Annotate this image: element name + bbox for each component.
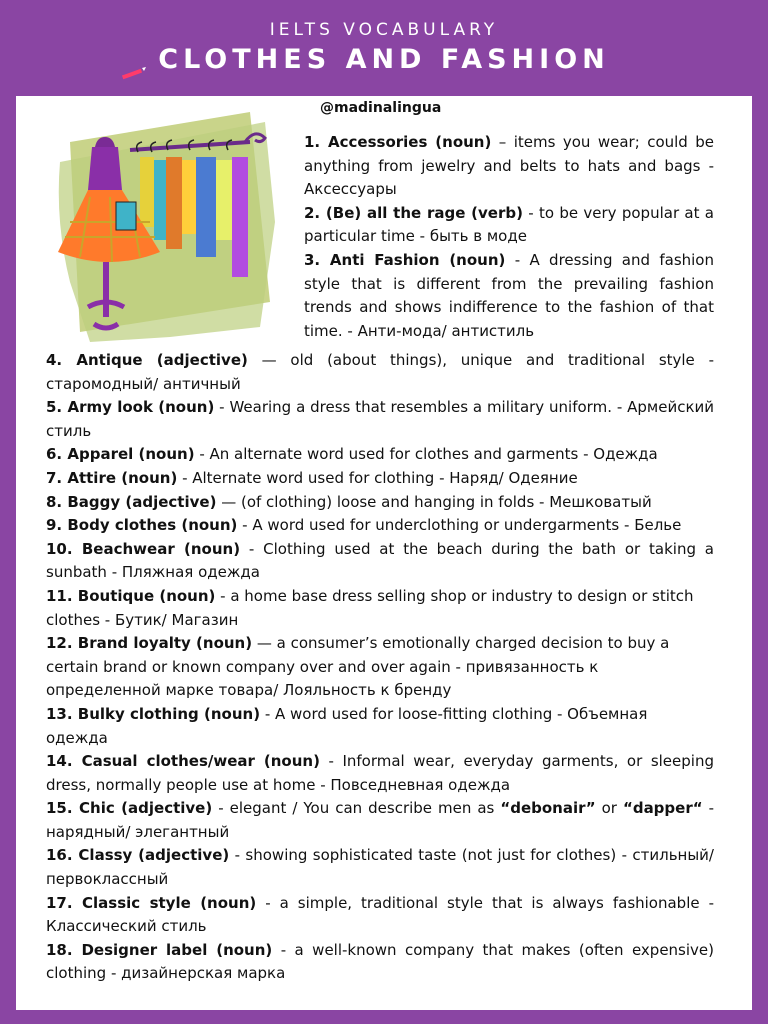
entry-definition: - нарядный/ элегантный [46,799,714,841]
vocab-entry-10 [46,538,714,585]
page-header [0,0,768,96]
entry-term: 14. Casual clothes/wear (noun) [46,752,320,771]
entry-term: 4. Antique (adjective) [46,351,248,369]
entry-term: 15. Chic (adjective) [46,799,213,818]
entry-emphasis: “debonair” [500,799,596,818]
entry-definition: — a consumer’s emotionally charged decision to buy a certain brand or known company over and over again - привязанность к определенной марке товара/ Лояльность к бренду [46,634,670,700]
vocab-entry-12 [46,632,714,703]
entry-term: 8. Baggy (adjective) [46,492,217,511]
vocab-entry-11 [46,585,714,632]
entry-definition: - A dressing and fashion style that is different from the prevailing fashion trends and shows indifference to the fashion of that time. - Анти-мода/ антистиль [304,250,714,340]
entry-definition: - An alternate word used for clothes and garments - Одежда [194,445,658,464]
entry-definition: - Informal wear, everyday garments, or sleeping dress, normally people use at home - Повседневная одежда [46,752,714,794]
vocab-entry-6 [46,443,714,467]
entry-definition: — (of clothing) loose and hanging in folds - Мешковатый [216,492,652,511]
entry-term: 3. Anti Fashion (noun) [304,250,506,269]
vocab-entry-4 [46,349,714,396]
entry-term: 2. (Be) all the rage (verb) [304,203,523,222]
intro-entries [304,131,714,343]
author-handle: @madinalingua [320,100,442,116]
entry-term: 17. Classic style (noun) [46,893,257,912]
header-subtitle: IELTS VOCABULARY [269,20,499,40]
entry-definition: or [595,799,623,818]
clothes-rack-with-mannequin-illustration [50,102,280,346]
entry-definition: – items you wear; could be anything from jewelry and belts to hats and bags - Аксессуары [304,133,715,199]
vocab-entry-1 [304,131,714,202]
entry-term: 7. Attire (noun) [46,468,178,487]
entry-term: 1. Accessories (noun) [304,133,492,151]
entry-definition: - Clothing used at the beach during the bath or taking a sunbath - Пляжная одежда [46,539,714,582]
vocab-entry-8 [46,491,714,515]
header-title: CLOTHES AND FASHION [158,44,610,75]
entry-definition: — old (about things), unique and traditional style - старомодный/ античный [46,351,714,393]
entry-definition: - Wearing a dress that resembles a military uniform. - Армейский стиль [46,398,715,440]
entry-term: 10. Beachwear (noun) [46,539,241,558]
vocab-entry-13 [46,703,714,750]
vocab-entry-3 [304,249,714,343]
entry-definition: - showing sophisticated taste (not just for clothes) - стильный/ первоклассный [46,846,714,889]
entry-term: 5. Army look (noun) [46,398,215,417]
vocab-entry-2 [304,202,714,249]
entry-term: 16. Classy (adjective) [46,846,230,865]
vocab-entry-18 [46,939,714,986]
vocab-entry-7 [46,467,714,491]
entry-definition: - A word used for loose-fitting clothing - Объемная одежда [46,704,648,747]
entry-definition: - a home base dress selling shop or industry to design or stitch clothes - Бутик/ Магазин [46,586,694,629]
entry-term: 11. Boutique (noun) [46,586,216,605]
entry-term: 6. Apparel (noun) [46,445,195,464]
entry-term: 13. Bulky clothing (noun) [46,704,261,723]
entry-definition: - Alternate word used for clothing - Наряд/ Одеяние [177,468,578,487]
entry-definition: - to be very popular at a particular time - быть в моде [304,203,715,246]
entry-emphasis: “dapper“ [622,799,703,818]
vocab-entry-16 [46,844,714,891]
entry-definition: - A word used for underclothing or undergarments - Белье [237,516,682,535]
vocab-entry-17 [46,892,714,939]
entry-term: 18. Designer label (noun) [46,940,273,959]
pen-decoration-icon [120,66,146,82]
entry-definition: - a well-known company that makes (often expensive) clothing - дизайнерская марка [46,940,714,983]
entry-definition: - a simple, traditional style that is always fashionable - Классический стиль [46,893,714,936]
entry-definition: - elegant / You can describe men as [212,799,501,818]
entry-term: 9. Body clothes (noun) [46,516,238,535]
vocab-entry-9 [46,514,714,538]
vocab-list [46,349,714,986]
vocab-entry-14 [46,750,714,797]
vocab-entry-5 [46,396,714,443]
entry-term: 12. Brand loyalty (noun) [46,634,253,653]
vocab-entry-15 [46,797,714,844]
